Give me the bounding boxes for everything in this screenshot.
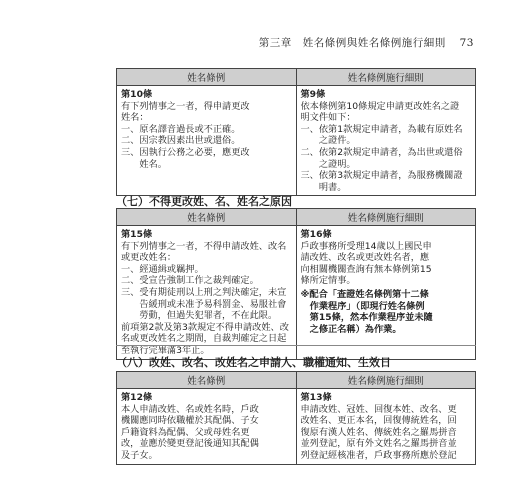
text-line: 請改姓、改名或更改姓名者，應 <box>300 252 430 264</box>
text-line: 有下列情事之一者，不得申請改姓、改名 <box>121 240 287 252</box>
rules-cell <box>296 86 476 196</box>
text-line: 之修正名稱）為作業。 <box>300 323 402 335</box>
article-number: 第12條 <box>121 392 153 403</box>
text-line: 向相關機關查詢有無本條例第15 <box>300 263 432 275</box>
text-line: 明文件如下： <box>300 112 356 124</box>
text-line: 第15條，然本作業程序並未隨 <box>300 312 433 324</box>
text-line: 明書。 <box>300 181 347 193</box>
chapter-title: 第三章 姓名條例與姓名條例施行細則 <box>258 37 446 49</box>
text-line: 告緩刑或未准予易科罰金、易服社會 <box>121 298 287 310</box>
text-line: 名或更改姓名之期間，自裁判確定之日起 <box>121 333 287 345</box>
section-title-7: （七）不得更改姓、名、姓名之原因 <box>116 195 292 208</box>
col-header-rules: 姓名條例施行細則 <box>296 372 476 389</box>
text-line: 改，並應於變更登記後通知其配偶 <box>121 438 259 450</box>
text-line: 改姓名、更正本名，回復傳統姓名，回 <box>300 415 457 427</box>
text-line: 戶籍資料為配偶、父或母姓名更 <box>121 426 250 438</box>
text-line: 戶政事務所受理14歲以上國民申 <box>300 240 432 252</box>
article-text <box>121 101 292 171</box>
text-line: 有下列情事之一者，得申請更改 <box>121 100 250 112</box>
text-line: 姓名： <box>121 112 149 124</box>
text-line: 並列登記，原有外文姓名之羅馬拼音並 <box>300 438 457 450</box>
col-header-regulation: 姓名條例 <box>117 69 297 86</box>
text-line: 二、依第2款規定申請者，為出世或還俗 <box>300 146 463 158</box>
text-line: 條所定情事。 <box>300 275 356 287</box>
text-line: 機關應同時依職權於其配偶、子女 <box>121 415 259 427</box>
article-number: 第9條 <box>300 89 326 100</box>
text-line: 復原有漢人姓名、傳統姓名之羅馬拼音 <box>300 426 457 438</box>
text-line: 一、依第1款規定申請者，為載有原姓名 <box>300 123 463 135</box>
article-number: 第16條 <box>300 229 332 240</box>
text-line: 本人申請改姓、名或姓名時，戶政 <box>121 403 259 415</box>
article-text <box>121 404 292 462</box>
regulation-cell <box>117 389 297 465</box>
col-header-regulation: 姓名條例 <box>117 209 297 226</box>
text-line: 三、依第3款規定申請者，為服務機關證 <box>300 170 463 182</box>
article-text <box>121 241 292 357</box>
running-header <box>0 35 474 50</box>
text-line: ※配合「查證姓名條例第十二條 <box>300 288 429 300</box>
col-header-rules: 姓名條例施行細則 <box>296 69 476 86</box>
text-line: 列登記經核准者，戶政事務所應於登記 <box>300 449 457 461</box>
rules-cell <box>296 389 476 465</box>
text-line: 及子女。 <box>121 449 158 461</box>
comparison-table-article-15 <box>116 208 476 360</box>
text-line: 依本條例第10條規定申請更改姓名之證 <box>300 100 460 112</box>
text-line: 姓名。 <box>121 158 167 170</box>
text-line: 一、經通緝或羈押。 <box>121 263 204 275</box>
rules-cell <box>296 226 476 360</box>
comparison-table-article-12 <box>116 371 476 465</box>
regulation-cell <box>117 226 297 360</box>
text-line: 二、受宣告強制工作之裁判確定。 <box>121 275 259 287</box>
text-line: 二、因宗教因素出世或還俗。 <box>121 135 241 147</box>
section-title-8: （八）改姓、改名、改姓名之申請人、職權通知、生效日 <box>116 356 391 369</box>
text-line: 作業程序」（即現行姓名條例 <box>300 300 425 312</box>
article-number: 第10條 <box>121 89 153 100</box>
text-line: 一、原名譯音過長或不正確。 <box>121 123 241 135</box>
text-line: 之證明。 <box>300 158 356 170</box>
regulation-cell <box>117 86 297 196</box>
text-line: 申請改姓、冠姓、回復本姓、改名、更 <box>300 403 457 415</box>
article-text <box>301 101 472 194</box>
note-box <box>301 289 472 335</box>
col-header-regulation: 姓名條例 <box>117 372 297 389</box>
text-line: 三、因執行公務之必要，應更改 <box>121 146 250 158</box>
text-line: 前項第2款及第3款規定不得申請改姓、改 <box>121 321 289 333</box>
text-line: 之證件。 <box>300 135 356 147</box>
col-header-rules: 姓名條例施行細則 <box>296 209 476 226</box>
article-number: 第13條 <box>300 392 332 403</box>
text-line: 三、受有期徒刑以上刑之判決確定，未宣 <box>121 286 287 298</box>
page-number: 73 <box>459 37 474 49</box>
text-line: 至執行完畢滿3年止。 <box>121 344 210 356</box>
text-line: 或更改姓名： <box>121 252 177 264</box>
comparison-table-article-10 <box>116 68 476 196</box>
text-line: 勞動，但過失犯罪者，不在此限。 <box>121 310 278 322</box>
section-divider <box>116 345 476 346</box>
article-text <box>301 241 472 287</box>
article-number: 第15條 <box>121 229 153 240</box>
article-text <box>301 404 472 462</box>
